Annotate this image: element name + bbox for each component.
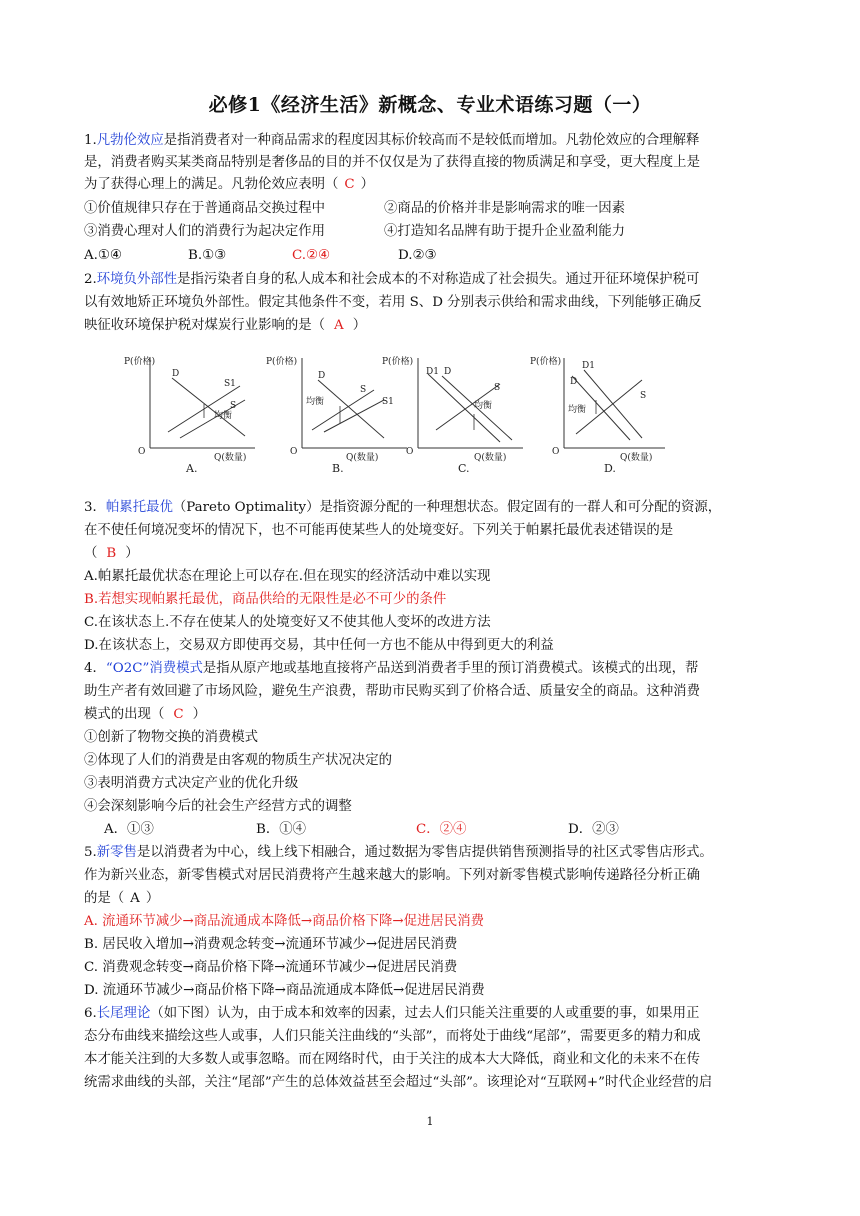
q3-option-b: B.若想实现帕累托最优，商品供给的无限性是必不可少的条件 — [84, 592, 447, 607]
graph-a-note: 均衡 — [214, 411, 233, 421]
supply-demand-graph-c — [382, 350, 538, 475]
q2-stem-end: 映征收环境保护税对煤炭行业影响的是（ — [84, 318, 326, 333]
q4-item4: ④会深刻影响今后的社会生产经营方式的调整 — [84, 799, 352, 814]
q3-term: 帕累托最优 — [105, 500, 173, 515]
q1-paren-close: ） — [360, 177, 375, 192]
page-number: 1 — [426, 1115, 434, 1128]
q3-answer: B — [106, 546, 117, 561]
q4-line2: 助生产者有效回避了市场风险，避免生产浪费，帮助市民购买到了价格合适、质量安全的商品。这种消费 — [84, 684, 700, 699]
q5-line1 — [84, 842, 713, 864]
graph-c-curve3: S — [494, 383, 501, 393]
q3-line3 — [84, 543, 139, 565]
q2-text1: 是指污染者自身的私人成本和社会成本的不对称造成了社会损失。通过开征环境保护税可 — [177, 272, 700, 287]
graph-a-curve1: D — [172, 369, 180, 379]
q3-text1: （Pareto Optimality）是指资源分配的一种理想状态。假定固有的一群人和可分配的资源， — [172, 500, 722, 515]
q5-number: 5. — [84, 845, 97, 860]
q6-line4: 统需求曲线的头部，关注“尾部”产生的总体效益甚至会超过“头部”。该理论对“互联网+”时代企业经营的启 — [84, 1075, 713, 1090]
q2-term: 环境负外部性 — [96, 272, 178, 287]
q1-item4: ④打造知名品牌有助于提升企业盈利能力 — [384, 224, 626, 239]
graph-d-curve2: D1 — [582, 361, 595, 371]
graph-c-curve1: D1 — [426, 367, 439, 377]
graph-d-note: 均衡 — [568, 405, 587, 415]
q2-answer: A — [334, 318, 344, 333]
q4-option-a: A．①③ — [104, 822, 154, 837]
graph-c-note: 均衡 — [474, 401, 493, 411]
q3-paren-close: ） — [125, 546, 139, 561]
graph-a-ylabel: P(价格) — [124, 357, 156, 367]
q1-option-d: D.②③ — [398, 248, 437, 263]
graph-b-origin: O — [290, 447, 298, 457]
q1-option-c: C.②④ — [292, 248, 331, 263]
q3-option-d: D.在该状态上，交易双方即使再交易，其中任何一方也不能从中得到更大的利益 — [84, 638, 554, 653]
q4-paren-close: ） — [192, 707, 206, 722]
q1-answer: C — [344, 177, 355, 192]
graph-b-note: 均衡 — [306, 397, 325, 407]
supply-demand-graph-a — [120, 350, 270, 475]
q5-line2: 作为新兴业态，新零售模式对居民消费将产生越来越大的影响。下列对新零售模式影响传递路径分析正确 — [84, 868, 700, 883]
q2-line1 — [84, 269, 699, 291]
graph-b-ylabel: P(价格) — [266, 357, 298, 367]
graph-b-xlabel: Q(数量) — [346, 453, 379, 463]
graph-b-curve2: S — [360, 385, 367, 395]
q4-term: “O2C”消费模式 — [105, 661, 203, 676]
q6-line2: 态分布曲线来描绘这些人或事，人们只能关注曲线的“头部”，而将处于曲线“尾部”，需要更多的精力和成 — [84, 1029, 701, 1044]
q3-paren-open: （ — [84, 546, 98, 561]
q1-term: 凡勃伦效应 — [96, 133, 164, 148]
graph-d-curve3: S — [640, 391, 647, 401]
q4-text1: 是指从原产地或基地直接将产品送到消费者手里的预订消费模式。该模式的出现，帮 — [202, 661, 699, 676]
q4-option-b: B．①④ — [256, 822, 307, 837]
q4-stem-end: 模式的出现（ — [84, 707, 165, 722]
q2-graph-d — [530, 350, 730, 475]
graph-d-curve1: D — [570, 377, 578, 387]
q3-option-c: C.在该状态上.不存在使某人的处境变好又不使其他人变坏的改进方法 — [84, 615, 491, 630]
q6-text1: （如下图）认为，由于成本和效率的因素，过去人们只能关注重要的人或重要的事，如果用正 — [150, 1006, 700, 1021]
q4-option-d: D．②③ — [568, 822, 619, 837]
q4-answer: C — [173, 707, 184, 722]
q3-number: 3． — [84, 500, 106, 515]
q5-option-a: A. 流通环节减少→商品流通成本降低→商品价格下降→促进居民消费 — [84, 914, 484, 929]
q4-item1: ①创新了物物交换的消费模式 — [84, 730, 259, 745]
q1-option-a: A.①④ — [84, 248, 122, 263]
graph-c-origin: O — [406, 447, 414, 457]
q1-text1: 是指消费者对一种商品需求的程度因其标价较高而不是较低而增加。凡勃伦效应的合理解释 — [163, 133, 700, 148]
q6-number: 6. — [84, 1006, 97, 1021]
graph-a-curve3: S — [230, 401, 237, 411]
q3-option-a: A.帕累托最优状态在理论上可以存在.但在现实的经济活动中难以实现 — [84, 569, 491, 584]
q1-item2: ②商品的价格并非是影响需求的唯一因素 — [384, 201, 626, 216]
q1-item1: ①价值规律只存在于普通商品交换过程中 — [84, 201, 326, 216]
q5-stem-end: 的是（ — [84, 891, 125, 906]
q1-line1 — [84, 130, 699, 152]
q3-line2: 在不使任何境况变坏的情况下，也不可能再使某些人的处境变好。下列关于帕累托最优表述错误的是 — [84, 523, 674, 538]
q1-line3 — [84, 174, 374, 196]
q6-term: 长尾理论 — [96, 1006, 151, 1021]
graph-a-curve2: S1 — [224, 379, 236, 389]
q1-line2: 是，消费者购买某类商品特别是奢侈品的目的并不仅仅是为了获得直接的物质满足和享受，更大程度上是 — [84, 155, 700, 170]
graph-b-caption: B. — [332, 462, 344, 475]
graph-a-caption: A. — [186, 462, 198, 475]
q1-option-b: B.①③ — [188, 248, 227, 263]
graph-d-origin: O — [552, 447, 560, 457]
q1-number: 1. — [84, 133, 97, 148]
q4-item2: ②体现了人们的消费是由客观的物质生产状况决定的 — [84, 753, 392, 768]
q5-option-b: B. 居民收入增加→消费观念转变→流通环节减少→促进居民消费 — [84, 937, 458, 952]
q4-line1 — [84, 658, 698, 680]
graph-b-curve3: S1 — [382, 397, 394, 407]
q1-stem-end: 为了获得心理上的满足。凡勃伦效应表明（ — [84, 177, 339, 192]
q5-term: 新零售 — [96, 845, 137, 860]
graph-a-origin: O — [138, 447, 146, 457]
q2-number: 2. — [84, 272, 97, 287]
q4-number: 4． — [84, 661, 106, 676]
q2-paren-close: ） — [352, 318, 367, 333]
graph-d-ylabel: P(价格) — [530, 357, 562, 367]
page-title: 必修1《经济生活》新概念、专业术语练习题（一） — [208, 94, 652, 116]
graph-d-caption: D. — [604, 462, 616, 475]
q4-option-c: C．②④ — [416, 822, 467, 837]
q6-line1 — [84, 1003, 699, 1025]
q5-paren-close: ） — [145, 891, 160, 906]
q5-text1: 是以消费者为中心，线上线下相融合，通过数据为零售店提供销售预测指导的社区式零售店形式。 — [136, 845, 713, 860]
q5-answer: A — [130, 891, 140, 906]
q5-option-d: D. 流通环节减少→商品价格下降→商品流通成本降低→促进居民消费 — [84, 983, 485, 998]
q2-line3 — [84, 315, 366, 337]
q1-item3: ③消费心理对人们的消费行为起决定作用 — [84, 224, 326, 239]
supply-demand-graph-d — [530, 350, 680, 475]
graph-b-curve1: D — [318, 371, 326, 381]
graph-c-curve2: D — [444, 367, 452, 377]
q4-line3 — [84, 704, 206, 726]
q5-line3 — [84, 888, 159, 910]
graph-c-xlabel: Q(数量) — [474, 453, 507, 463]
graph-d-xlabel: Q(数量) — [620, 453, 653, 463]
graph-c-caption: C. — [458, 462, 470, 475]
q6-line3: 本才能关注到的大多数人或事忽略。而在网络时代，由于关注的成本大大降低，商业和文化的未来不在传 — [84, 1052, 700, 1067]
q4-item3: ③表明消费方式决定产业的优化升级 — [84, 776, 299, 791]
q3-line1 — [84, 497, 721, 519]
q5-option-c: C. 消费观念转变→商品价格下降→流通环节减少→促进居民消费 — [84, 960, 458, 975]
graph-c-ylabel: P(价格) — [382, 357, 414, 367]
q2-line2: 以有效地矫正环境负外部性。假定其他条件不变，若用 S、D 分别表示供给和需求曲线，下列能够正确反 — [84, 295, 702, 310]
graph-a-xlabel: Q(数量) — [214, 453, 247, 463]
